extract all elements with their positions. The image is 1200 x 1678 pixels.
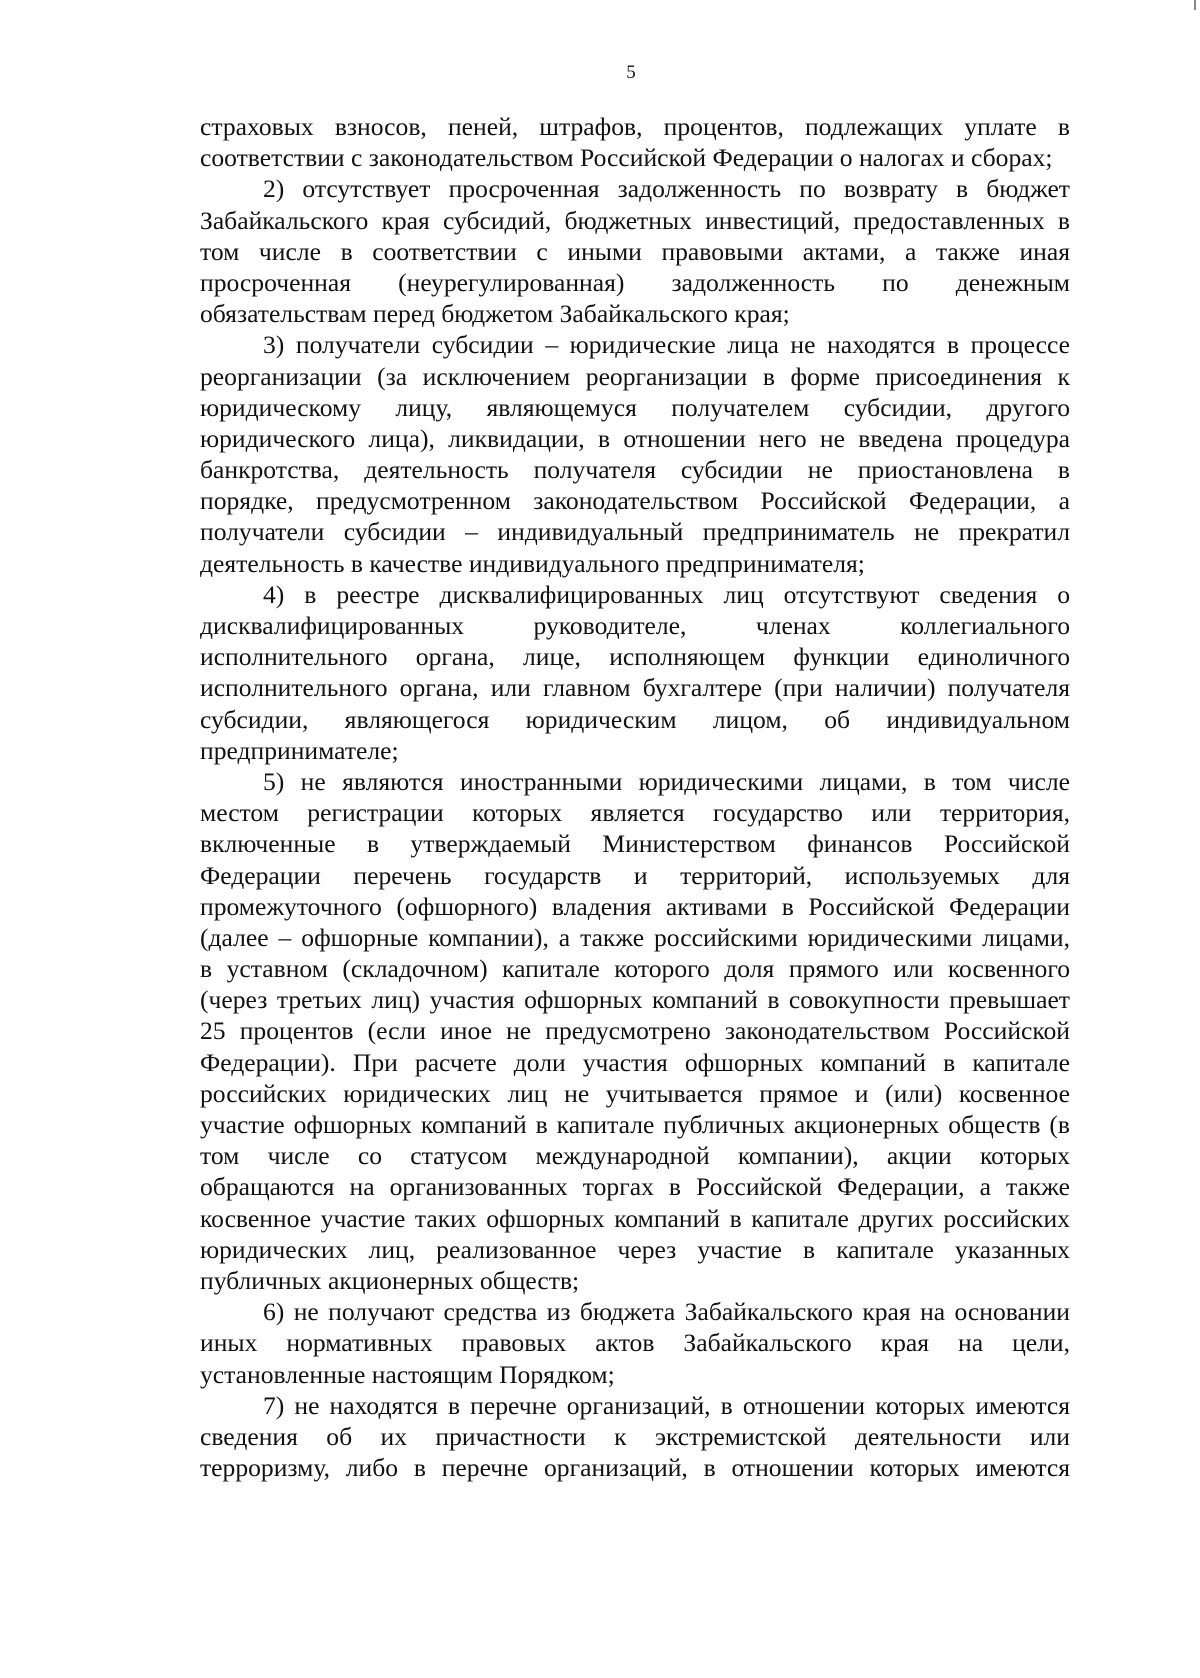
text-line: 5) не являются иностранными юридическими лицами, в том числе — [263, 766, 1070, 796]
text-line: сведения об их причастности к экстремистской деятельности или — [200, 1421, 1070, 1451]
text-line: дисквалифицированных руководителе, членах коллегиального — [200, 611, 1070, 640]
text-line: в уставном (складочном) капитале которого доля прямого или косвенного — [200, 954, 1070, 984]
text-line: страховых взносов, пеней, штрафов, процентов, подлежащих уплате в — [200, 112, 1070, 141]
text-line: просроченная (неурегулированная) задолженность по денежным — [200, 267, 1070, 297]
text-line: исполнительного органа, или главном бухгалтере (при наличии) получателя — [200, 673, 1070, 703]
text-line: юридическому лицу, являющемуся получателем субсидии, другого — [200, 392, 1070, 422]
text-line: реорганизации (за исключением реорганизации в форме присоединения к — [200, 361, 1070, 391]
text-line: обязательствам перед бюджетом Забайкальского края; — [200, 299, 790, 329]
text-line: Забайкальского края субсидий, бюджетных инвестиций, предоставленных в — [200, 205, 1070, 235]
text-line: том числе в соответствии с иными правовыми актами, а также иная — [200, 236, 1070, 266]
page-edge-mark — [1194, 0, 1196, 10]
text-line: деятельность в качестве индивидуального предпринимателя; — [200, 548, 865, 578]
text-line: установленные настоящим Порядком; — [200, 1359, 615, 1389]
page-number: 5 — [626, 62, 636, 83]
text-line: обращаются на организованных торгах в Российской Федерации, а также — [200, 1172, 1070, 1202]
text-line: субсидии, являющегося юридическим лицом, об индивидуальном — [200, 704, 1070, 734]
text-line: (далее – офшорные компании), а также российскими юридическими лицами, — [200, 922, 1070, 952]
text-line: местом регистрации которых является государство или территория, — [200, 798, 1070, 828]
text-line: юридических лиц, реализованное через участие в капитале указанных — [200, 1234, 1070, 1264]
text-line: 4) в реестре дисквалифицированных лиц отсутствуют сведения о — [263, 579, 1070, 609]
text-line: промежуточного (офшорного) владения активами в Российской Федерации — [200, 891, 1070, 921]
document-body — [200, 111, 1070, 1483]
text-line: Федерации). При расчете доли участия офшорных компаний в капитале — [200, 1047, 1070, 1077]
text-line: иных нормативных правовых актов Забайкальского края на цели, — [200, 1328, 1070, 1358]
text-line: 6) не получают средства из бюджета Забайкальского края на основании — [263, 1297, 1070, 1327]
text-line: порядке, предусмотренном законодательством Российской Федерации, а — [200, 486, 1070, 516]
text-line: соответствии с законодательством Российской Федерации о налогах и сборах; — [200, 143, 1053, 173]
text-line: (через третьих лиц) участия офшорных компаний в совокупности превышает — [200, 985, 1070, 1015]
text-line: 25 процентов (если иное не предусмотрено законодательством Российской — [200, 1016, 1070, 1046]
text-line: косвенное участие таких офшорных компаний в капитале других российских — [200, 1203, 1070, 1233]
text-line: юридического лица), ликвидации, в отношении него не введена процедура — [200, 423, 1070, 453]
text-line: Федерации перечень государств и территорий, используемых для — [200, 860, 1070, 890]
text-line: исполнительного органа, лице, исполняющем функции единоличного — [200, 642, 1070, 672]
text-line: 3) получатели субсидии – юридические лица не находятся в процессе — [263, 330, 1070, 360]
text-line: 7) не находятся в перечне организаций, в отношении которых имеются — [263, 1390, 1070, 1420]
text-line: том числе со статусом международной компании), акции которых — [200, 1141, 1070, 1171]
text-line: российских юридических лиц не учитывается прямое и (или) косвенное — [200, 1078, 1070, 1108]
text-line: 2) отсутствует просроченная задолженность по возврату в бюджет — [263, 174, 1070, 204]
text-line: получатели субсидии – индивидуальный предприниматель не прекратил — [200, 517, 1070, 547]
text-line: включенные в утверждаемый Министерством финансов Российской — [200, 829, 1070, 859]
text-line: публичных акционерных обществ; — [200, 1265, 580, 1295]
text-line: банкротства, деятельность получателя субсидии не приостановлена в — [200, 455, 1070, 485]
text-line: участие офшорных компаний в капитале публичных акционерных обществ (в — [200, 1110, 1070, 1139]
text-line: терроризму, либо в перечне организаций, в отношении которых имеются — [200, 1453, 1070, 1483]
text-line: предпринимателе; — [200, 735, 399, 765]
